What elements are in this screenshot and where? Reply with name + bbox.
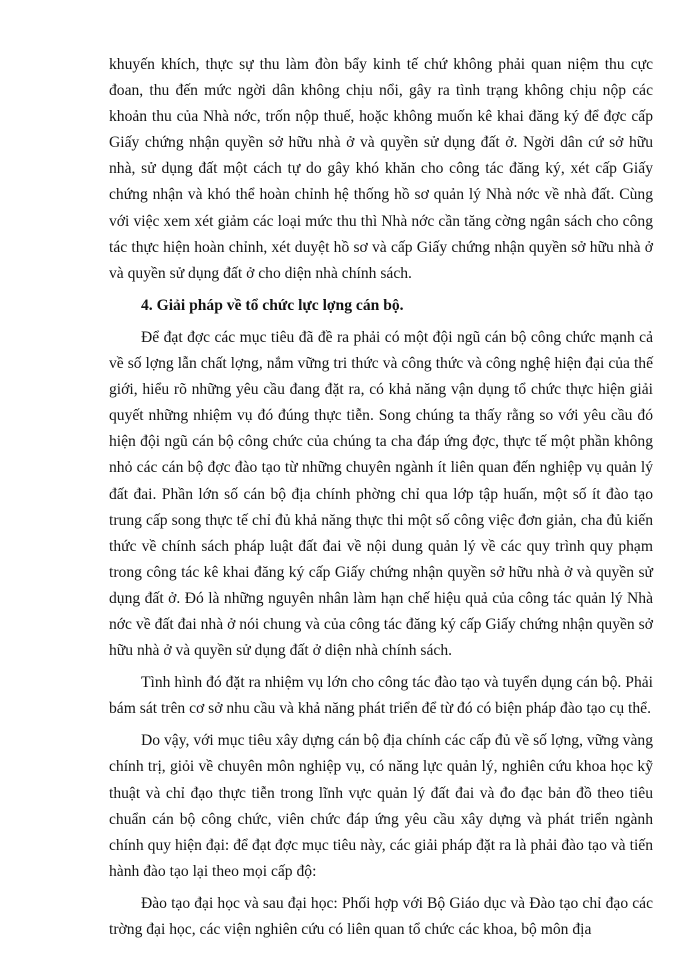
paragraph-situation: Tình hình đó đặt ra nhiệm vụ lớn cho công tác đào tạo và tuyển dụng cán bộ. Phải bám sát trên cơ sở nhu cầu và khả năng phát triển để từ đó có biện pháp đào tạo cụ thể. <box>109 674 653 718</box>
paragraph-objectives: Do vậy, với mục tiêu xây dựng cán bộ địa chính các cấp đủ về số lợng, vững vàng chính trị, giỏi về chuyên môn nghiệp vụ, có năng lực quản lý, nghiên cứu khoa học kỹ thuật và chỉ đạo thực tiễn trong lĩnh vực quản lý đất đai và đo đạc bản đồ theo tiêu chuẩn cán bộ công chức, viên chức đáp ứng yêu cầu xây dựng và phát triển ngành chính quy hiện đại: để đạt đợc mục tiêu này, các giải pháp đặt ra là phải đào tạo và tiến hành đào tạo lại theo mọi cấp độ: <box>109 732 653 880</box>
section-heading: 4. Giải pháp về tổ chức lực lợng cán bộ. <box>141 296 404 314</box>
document-body <box>109 52 653 949</box>
paragraph-training: Đào tạo đại học và sau đại học: Phối hợp với Bộ Giáo dục và Đào tạo chỉ đạo các trờng đại học, các viện nghiên cứu có liên quan tổ chức các khoa, bộ môn địa <box>109 894 653 938</box>
paragraph-goals: Để đạt đợc các mục tiêu đã đề ra phải có một đội ngũ cán bộ công chức mạnh cả về số lợng lẫn chất lợng, nắm vững tri thức và công thức và công nghệ hiện đại của thế giới, hiểu rõ những yêu cầu đang đặt ra, có khả năng vận dụng tổ chức thực hiện giải quyết những nhiệm vụ đó đúng thực tiễn. Song chúng ta thấy rằng so với yêu cầu đó hiện đội ngũ cán bộ công chức của chúng ta cha đáp ứng đợc, thực tế một phần không nhỏ các cán bộ đợc đào tạo từ những chuyên ngành ít liên quan đến nghiệp vụ quản lý đất đai. Phần lớn số cán bộ địa chính phờng chỉ qua lớp tập huấn, một số ít đào tạo trung cấp song thực tế chỉ đủ khả năng thực thi một số công việc đơn giản, cha đủ kiến thức về chính sách pháp luật đất đai về nội dung quản lý về các quy trình quy phạm trong công tác kê khai đăng ký cấp Giấy chứng nhận quyền sở hữu nhà ở và quyền sử dụng đất ở. Đó là những nguyên nhân làm hạn chế hiệu quả của công tác quản lý Nhà nớc về đất đai nhà ở nói chung và của công tác đăng ký cấp Giấy chứng nhận quyền sở hữu nhà ở và quyền sử dụng đất ở diện nhà chính sách. <box>109 328 653 660</box>
paragraph-intro: khuyến khích, thực sự thu làm đòn bẩy kinh tế chứ không phải quan niệm thu cực đoan, thu đến mức ngời dân không chịu nổi, gây ra tình trạng không chịu nộp các khoản thu của Nhà nớc, trốn nộp thuế, hoặc không muốn kê khai đăng ký để đợc cấp Giấy chứng nhận quyền sở hữu nhà ở và quyền sử dụng đất ở. Ngời dân cứ sở hữu nhà, sử dụng đất một cách tự do gây khó khăn cho công tác đăng ký, xét cấp Giấy chứng nhận và khó thể hoàn chỉnh hệ thống hồ sơ quản lý Nhà nớc về nhà đất. Cùng với việc xem xét giảm các loại mức thu thì Nhà nớc cần tăng cờng ngân sách cho công tác thực hiện hoàn chỉnh, xét duyệt hồ sơ và cấp Giấy chứng nhận quyền sở hữu nhà ở và quyền sử dụng đất ở cho diện nhà chính sách. <box>109 56 653 282</box>
